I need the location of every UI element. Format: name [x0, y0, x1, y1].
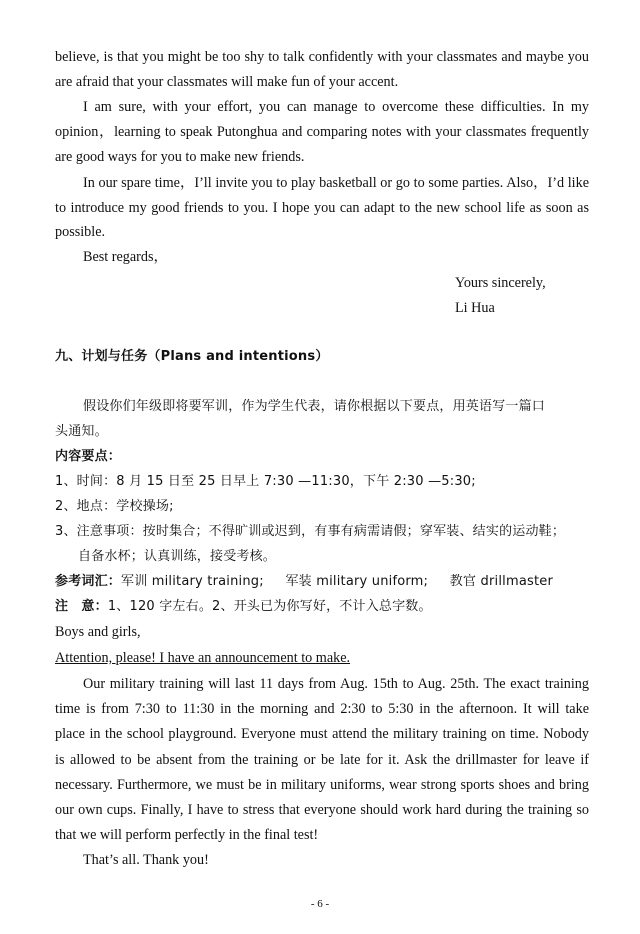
point-item: 1、时间：8 月 15 日至 25 日早上 7:30 —11:30，下午 2:30 —5:30; [55, 474, 476, 489]
letter-line: In our spare time，I’ll invite you to play basketball or go to some parties. Also，I’d like [83, 175, 589, 191]
note-text: 1、120 字左右。2、开头已为你写好，不计入总字数。 [107, 599, 432, 614]
letter-signature: Li Hua [455, 300, 495, 316]
task-description: 假设你们年级即将要军训，作为学生代表，请你根据以下要点，用英语写一篇口 [83, 399, 546, 414]
answer-line: is allowed to be absent from the training or be late for it. Ask the drillmaster for leave if [55, 752, 589, 768]
answer-ending: That’s all. Thank you! [83, 852, 209, 868]
answer-line: place in the school playground. Everyone must attend the military training on time. Nobody [55, 726, 589, 742]
answer-line: time is from 7:30 to 11:30 in the morning and 2:30 to 5:30 in the afternoon. It will take [55, 701, 589, 717]
point-item: 3、注意事项：按时集合；不得旷训或迟到，有事有病需请假；穿军装、结实的运动鞋； [55, 524, 566, 539]
answer-line: our own cups. Finally, I have to stress that everyone should work hard during the training so [55, 802, 589, 818]
answer-line: necessary. Furthermore, we must be in military uniforms, wear strong sports shoes and bring [55, 777, 589, 793]
answer-line: that we will perform perfectly in the final test! [55, 827, 319, 843]
answer-line: Our military training will last 11 days from Aug. 15th to Aug. 25th. The exact training [83, 676, 589, 692]
answer-opening-text: Attention, please! I have an announcement to make. [55, 650, 351, 666]
letter-sign-off: Yours sincerely, [455, 275, 546, 291]
letter-line: I am sure, with your effort, you can manage to overcome these difficulties. In my [83, 99, 589, 115]
point-item: 2、地点：学校操场; [55, 499, 174, 514]
answer-opening [55, 649, 589, 667]
vocab-label: 参考词汇： [55, 574, 122, 589]
section-heading: 九、计划与任务（Plans and intentions） [55, 349, 329, 364]
point-item: 自备水杯；认真训练，接受考核。 [78, 549, 277, 564]
page-number: - 6 - [310, 898, 330, 910]
letter-line: opinion，learning to speak Putonghua and comparing notes with your classmates frequently [55, 124, 589, 140]
letter-line: are good ways for you to make new friends. [55, 149, 305, 165]
note-line [55, 598, 589, 616]
task-description: 头通知。 [55, 424, 108, 439]
note-label: 注 意： [55, 599, 108, 614]
vocab-line [55, 573, 589, 591]
letter-line: are afraid that your classmates will make fun of your accent. [55, 74, 399, 90]
answer-greeting: Boys and girls, [55, 624, 141, 640]
letter-line: believe, is that you might be too shy to talk confidently with your classmates and maybe you [55, 49, 589, 65]
letter-line: possible. [55, 224, 106, 240]
vocab-text: 军训 military training; 军装 military uniform; 教官 drillmaster [121, 574, 553, 589]
letter-closing: Best regards， [83, 249, 168, 265]
points-title: 内容要点： [55, 449, 122, 464]
letter-line: to introduce my good friends to you. I hope you can adapt to the new school life as soon as [55, 200, 589, 216]
